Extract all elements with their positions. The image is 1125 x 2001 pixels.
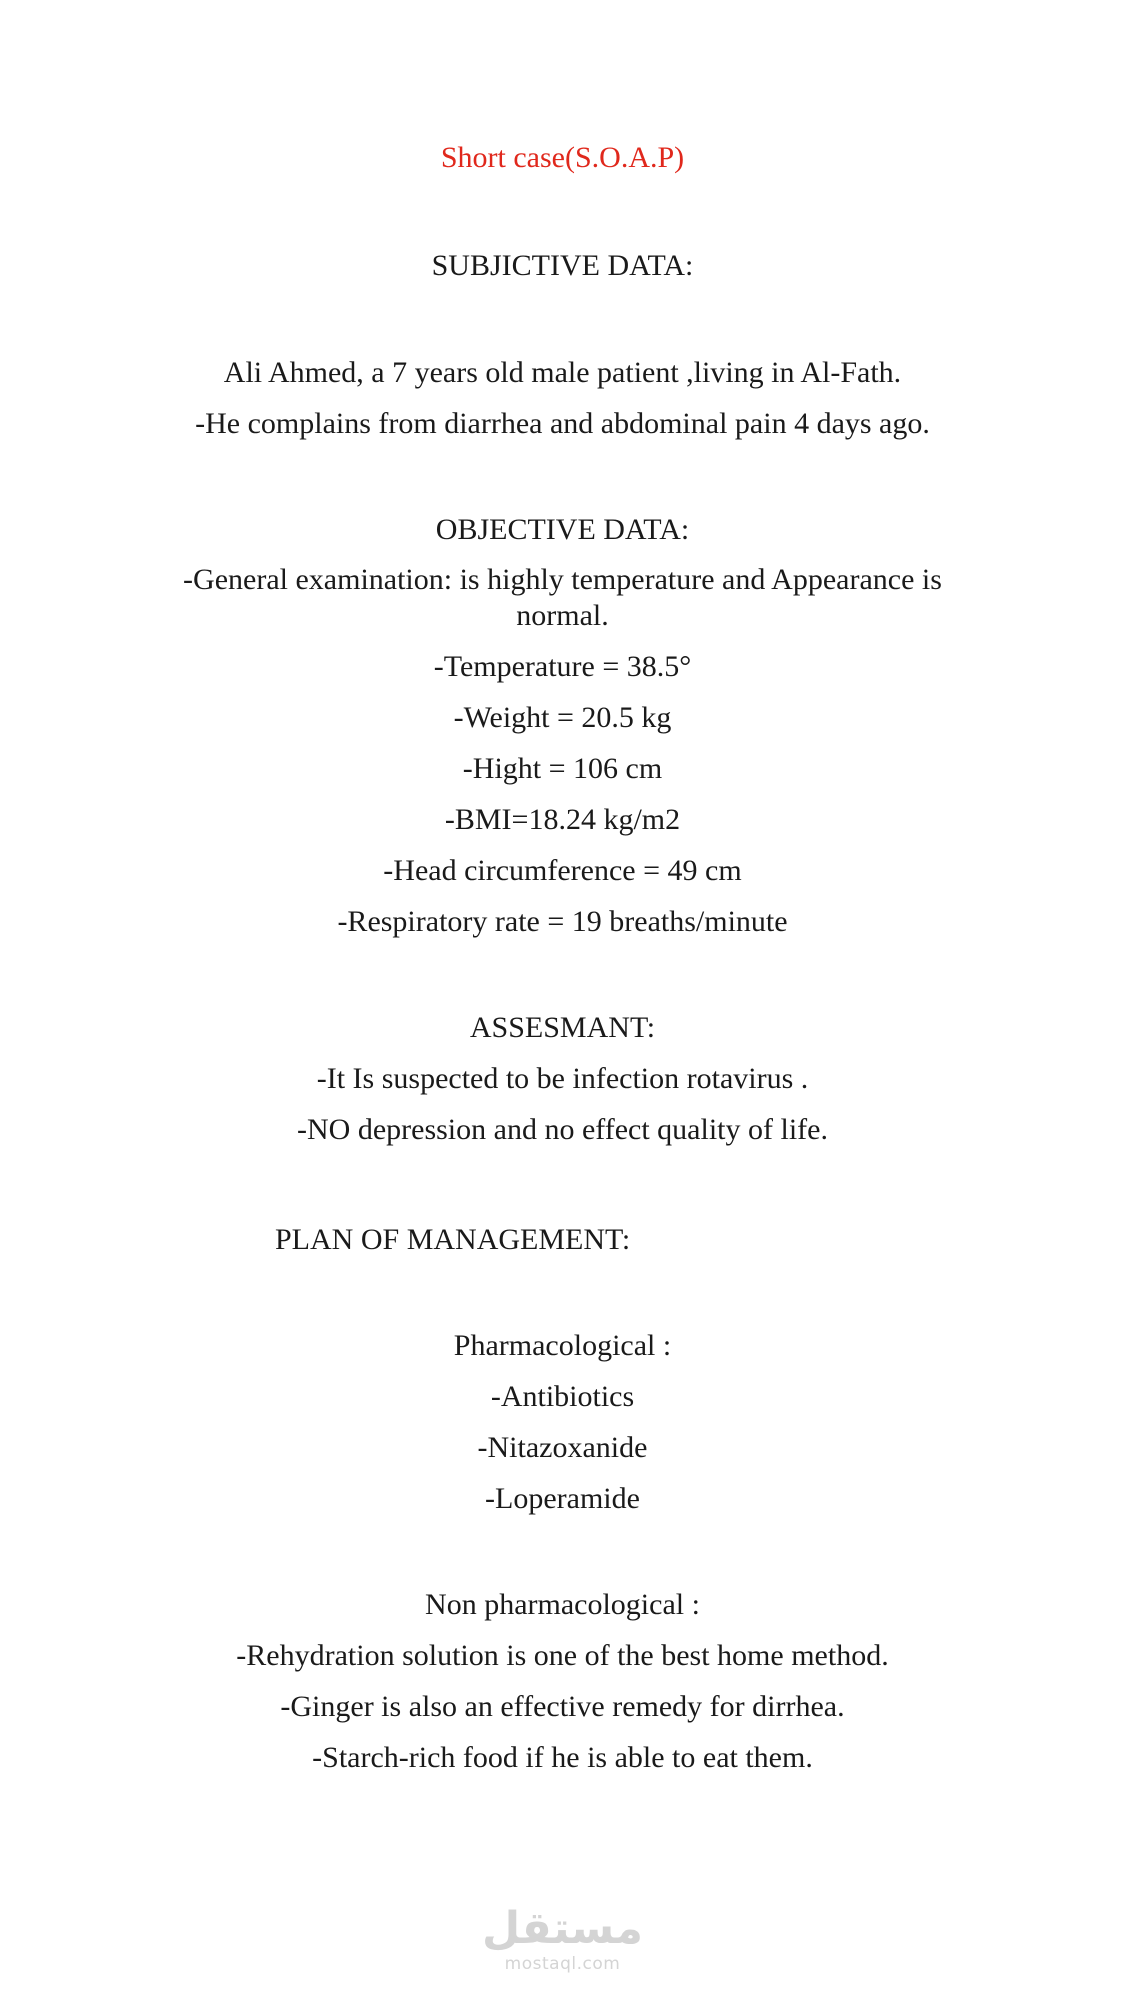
subjective-heading: SUBJICTIVE DATA: xyxy=(431,249,694,282)
pharmacological-item: -Nitazoxanide xyxy=(477,1431,648,1464)
objective-line: -Head circumference = 49 cm xyxy=(383,854,742,887)
objective-line: -Hight = 106 cm xyxy=(462,752,663,785)
assessment-heading: ASSESMANT: xyxy=(469,1011,656,1044)
non-pharmacological-item: -Ginger is also an effective remedy for dirrhea. xyxy=(280,1690,845,1723)
mostaql-watermark xyxy=(0,1905,1125,1975)
pharmacological-item: -Antibiotics xyxy=(490,1380,635,1413)
objective-line: -Respiratory rate = 19 breaths/minute xyxy=(337,905,788,938)
non-pharmacological-item: -Starch-rich food if he is able to eat them. xyxy=(312,1741,813,1774)
subjective-line: Ali Ahmed, a 7 years old male patient ,living in Al-Fath. xyxy=(223,356,902,389)
objective-line: -Weight = 20.5 kg xyxy=(453,701,672,734)
non-pharmacological-item: -Rehydration solution is one of the best home method. xyxy=(236,1639,889,1672)
document-title: Short case(S.O.A.P) xyxy=(440,141,685,174)
objective-line: -BMI=18.24 kg/m2 xyxy=(444,803,681,836)
assessment-line: -It Is suspected to be infection rotavirus . xyxy=(316,1062,809,1095)
objective-line: -Temperature = 38.5° xyxy=(433,650,692,683)
subjective-line: -He complains from diarrhea and abdominal pain 4 days ago. xyxy=(195,407,930,440)
assessment-line: -NO depression and no effect quality of life. xyxy=(297,1113,828,1146)
objective-heading: OBJECTIVE DATA: xyxy=(435,513,690,546)
watermark-logo: مستقل xyxy=(482,1903,643,1954)
watermark-url: mostaql.com xyxy=(504,1954,621,1974)
objective-general-examination: -General examination: is highly temperature and Appearance is normal. xyxy=(183,563,942,632)
pharmacological-item: -Loperamide xyxy=(485,1482,640,1515)
plan-heading: PLAN OF MANAGEMENT: xyxy=(275,1223,631,1256)
pharmacological-heading: Pharmacological : xyxy=(453,1329,672,1362)
non-pharmacological-heading: Non pharmacological : xyxy=(425,1588,700,1621)
